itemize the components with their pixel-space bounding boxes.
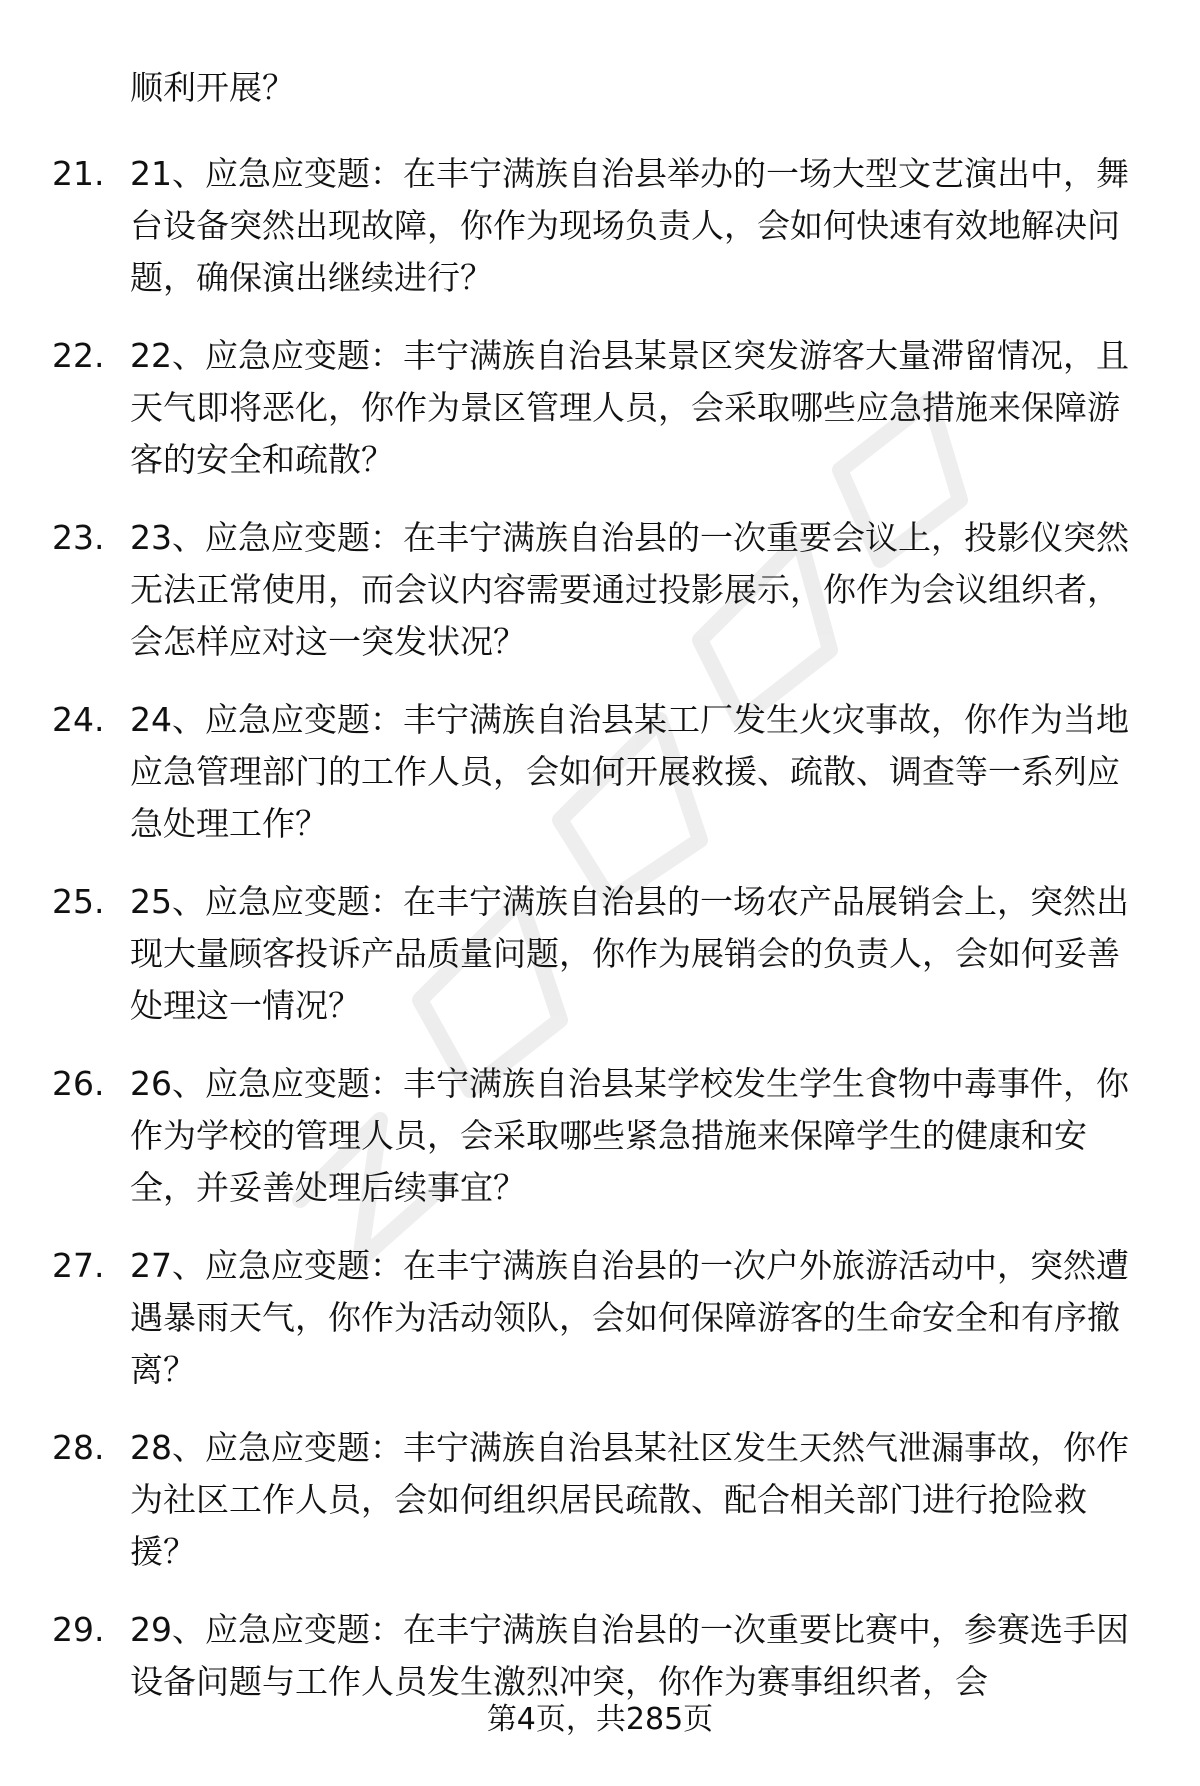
question-list — [0, 148, 1200, 1786]
question-number: 23. — [52, 518, 105, 557]
question-item — [0, 1422, 1200, 1604]
page-footer: 第4页，共285页 — [486, 1702, 714, 1737]
question-number: 27. — [52, 1246, 105, 1285]
question-text: 21、应急应变题：在丰宁满族自治县举办的一场大型文艺演出中，舞台设备突然出现故障，你作为现场负责人，会如何快速有效地解决问题，确保演出继续进行？ — [130, 154, 1129, 297]
question-text: 23、应急应变题：在丰宁满族自治县的一次重要会议上，投影仪突然无法正常使用，而会议内容需要通过投影展示，你作为会议组织者，会怎样应对这一突发状况？ — [130, 518, 1129, 661]
question-item — [0, 148, 1200, 330]
question-item — [0, 512, 1200, 694]
question-number: 25. — [52, 882, 105, 921]
question-number: 26. — [52, 1064, 105, 1103]
question-text: 26、应急应变题：丰宁满族自治县某学校发生学生食物中毒事件，你作为学校的管理人员，会采取哪些紧急措施来保障学生的健康和安全，并妥善处理后续事宜？ — [130, 1064, 1129, 1207]
question-item — [0, 330, 1200, 512]
question-text: 27、应急应变题：在丰宁满族自治县的一次户外旅游活动中，突然遭遇暴雨天气，你作为活动领队，会如何保障游客的生命安全和有序撤离？ — [130, 1246, 1129, 1389]
question-item — [0, 694, 1200, 876]
question-text: 29、应急应变题：在丰宁满族自治县的一次重要比赛中，参赛选手因设备问题与工作人员发生激烈冲突，你作为赛事组织者，会 — [130, 1610, 1129, 1701]
question-text: 24、应急应变题：丰宁满族自治县某工厂发生火灾事故，你作为当地应急管理部门的工作人员，会如何开展救援、疏散、调查等一系列应急处理工作？ — [130, 700, 1129, 843]
question-item — [0, 1604, 1200, 1786]
question-item — [0, 1240, 1200, 1422]
question-number: 29. — [52, 1610, 105, 1649]
question-text: 22、应急应变题：丰宁满族自治县某景区突发游客大量滞留情况，且天气即将恶化，你作为景区管理人员，会采取哪些应急措施来保障游客的安全和疏散？ — [130, 336, 1129, 479]
question-text: 25、应急应变题：在丰宁满族自治县的一场农产品展销会上，突然出现大量顾客投诉产品质量问题，你作为展销会的负责人，会如何妥善处理这一情况？ — [130, 882, 1129, 1025]
question-text: 28、应急应变题：丰宁满族自治县某社区发生天然气泄漏事故，你作为社区工作人员，会如何组织居民疏散、配合相关部门进行抢险救援？ — [130, 1428, 1129, 1571]
question-number: 21. — [52, 154, 105, 193]
question-number: 22. — [52, 336, 105, 375]
question-item — [0, 1058, 1200, 1240]
continuation-text: 顺利开展？ — [130, 68, 295, 107]
question-number: 24. — [52, 700, 105, 739]
question-item — [0, 876, 1200, 1058]
question-number: 28. — [52, 1428, 105, 1467]
